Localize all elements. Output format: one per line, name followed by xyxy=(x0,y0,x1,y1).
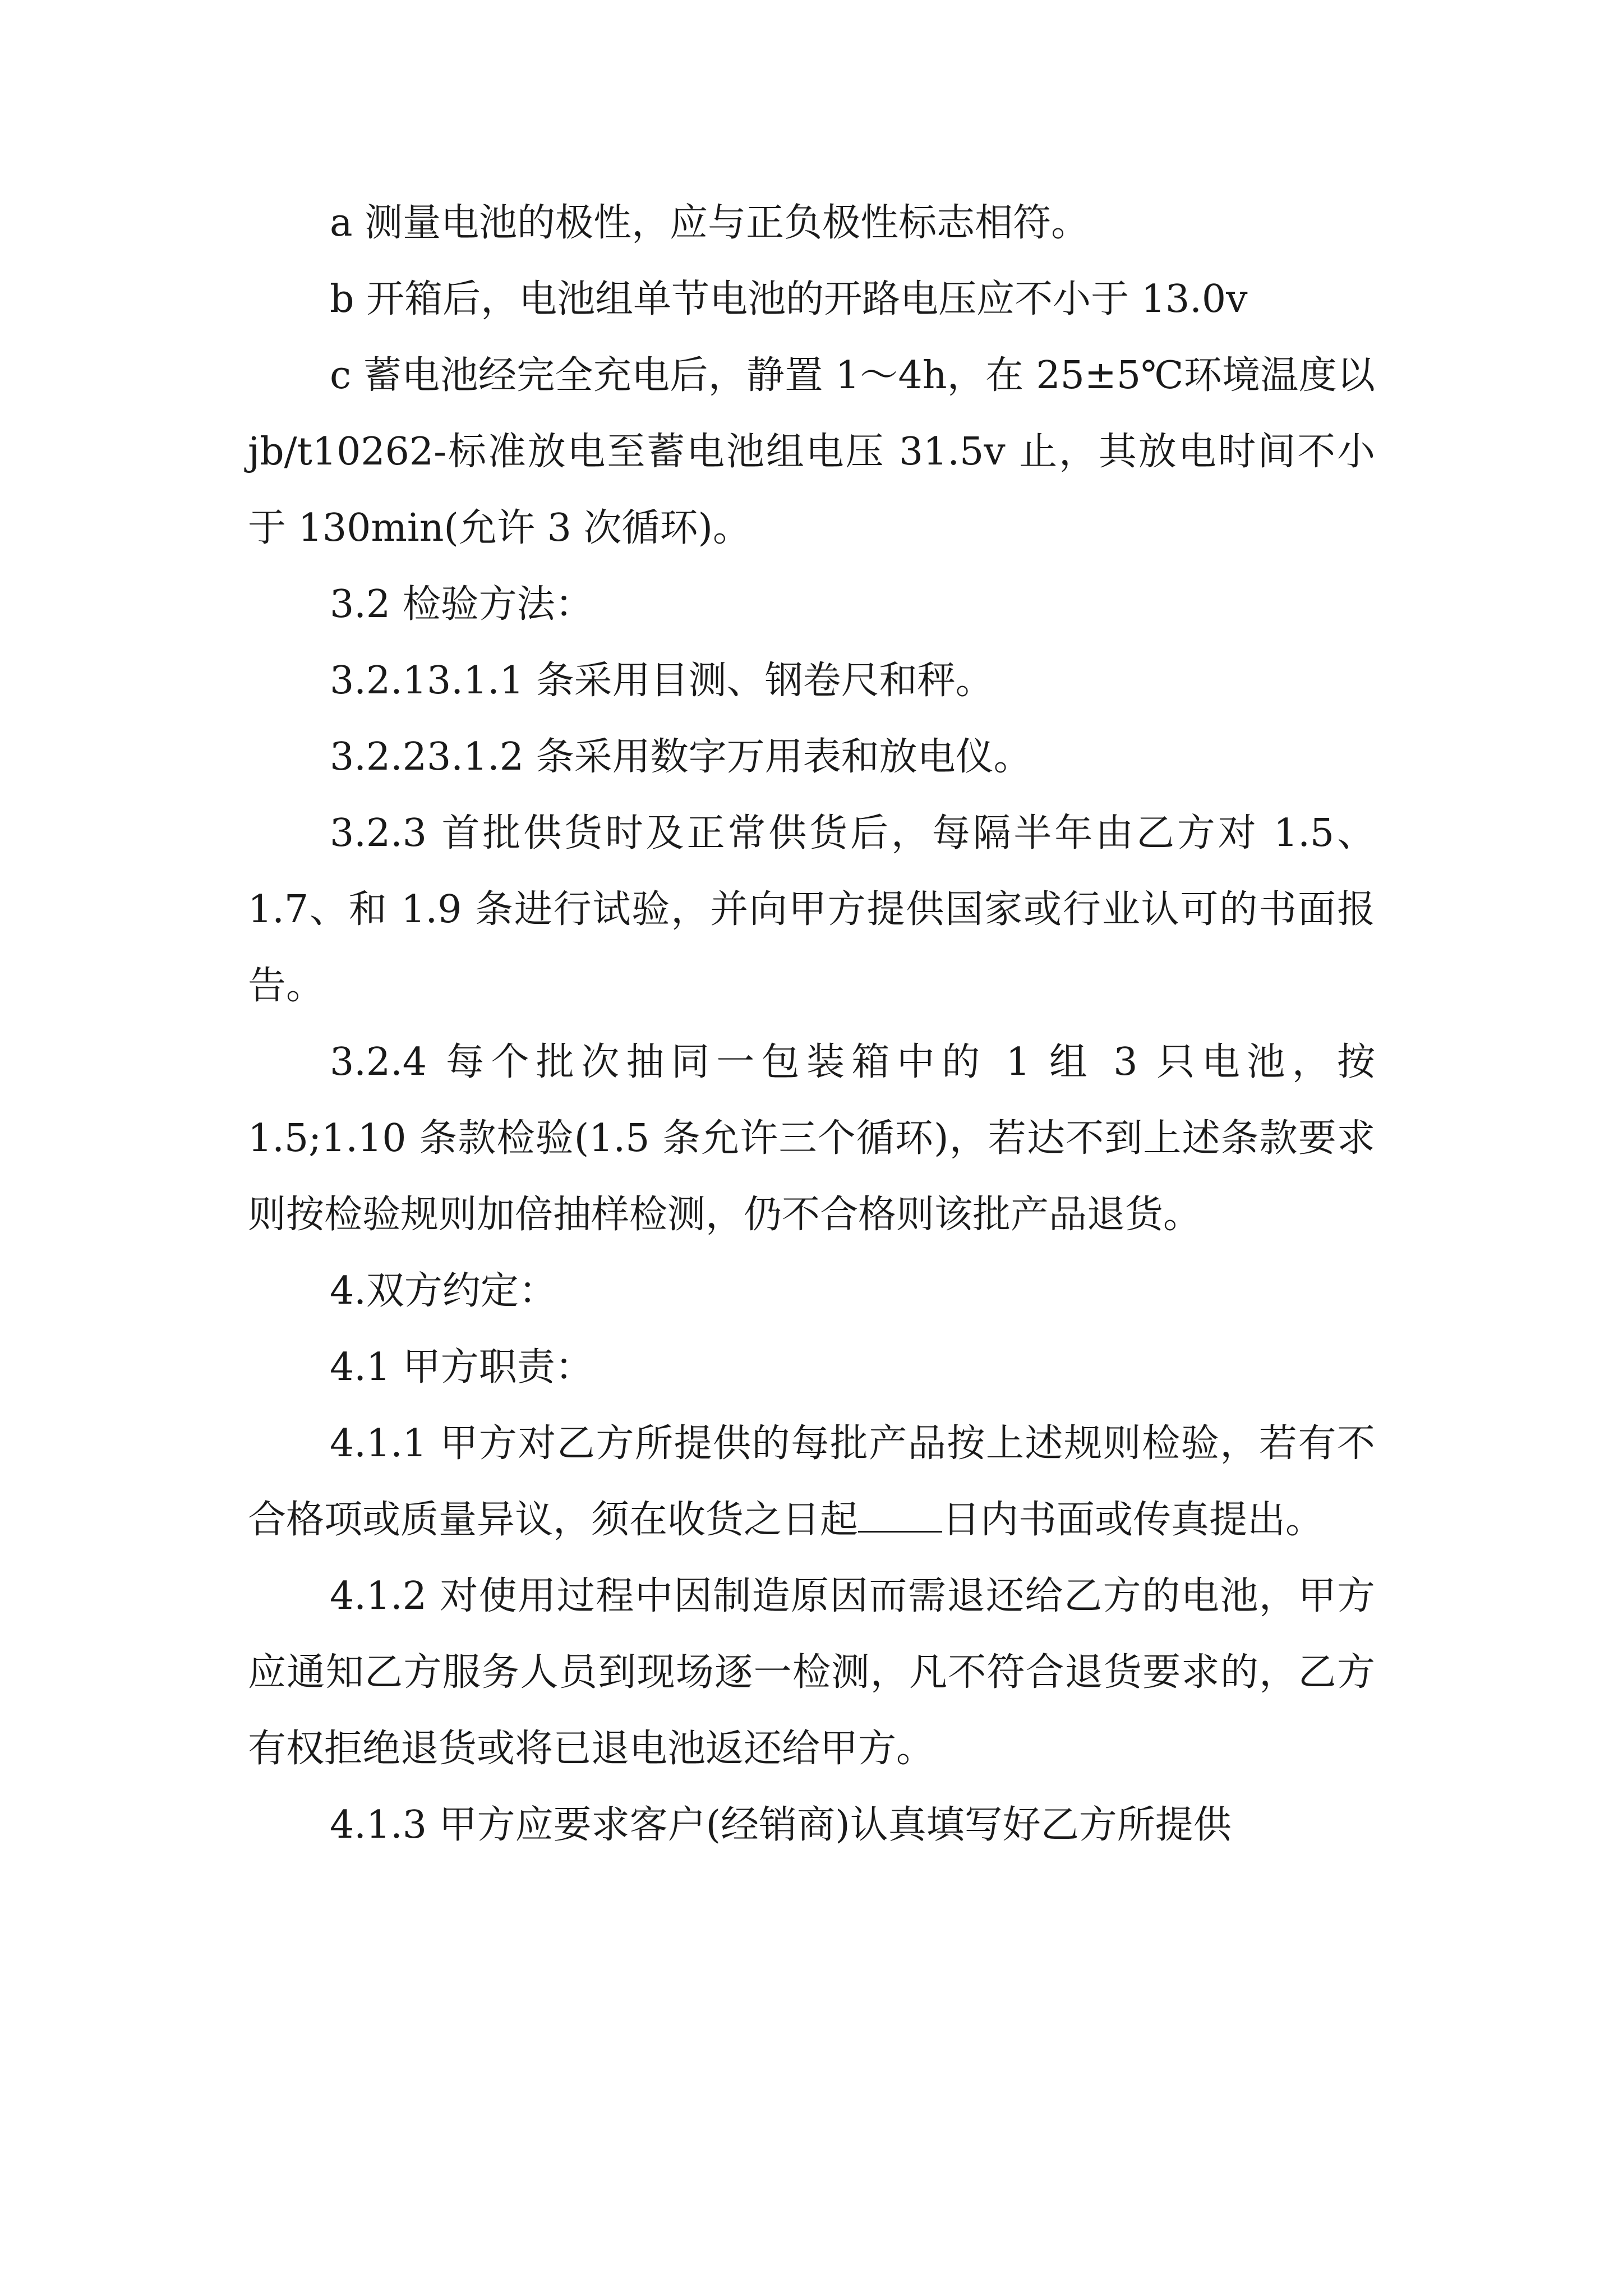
paragraph-3-2-1: 3.2.13.1.1 条采用目测、钢卷尺和秤。 xyxy=(330,659,994,703)
section-heading-4: 4.双方约定： xyxy=(330,1269,557,1313)
paragraph-b: b 开箱后，电池组单节电池的开路电压应不小于 13.0v xyxy=(330,277,1248,321)
paragraph-3-2-2: 3.2.23.1.2 条采用数字万用表和放电仪。 xyxy=(330,735,1032,779)
paragraph-4-1-3: 4.1.3 甲方应要求客户(经销商)认真填写好乙方所提供 xyxy=(330,1803,1232,1847)
paragraph-4-1-2: 4.1.2 对使用过程中因制造原因而需退还给乙方的电池，甲方应通知乙方服务人员到现场逐一检测，凡不符合退货要求的，乙方有权拒绝退货或将已退电池返还给甲方。 xyxy=(248,1574,1375,1771)
paragraph-3-2-4: 3.2.4 每个批次抽同一包装箱中的 1 组 3 只电池，按 1.5;1.10 条款检验(1.5 条允许三个循环)，若达不到上述条款要求则按检验规则加倍抽样检测，仍不合格则该批产品退货。 xyxy=(248,1040,1387,1237)
section-heading-4-1: 4.1 甲方职责： xyxy=(330,1345,593,1389)
paragraph-4-1-1 xyxy=(248,1406,1375,1558)
paragraph-4-1-1-text-after: 日内书面或传真提出。 xyxy=(942,1498,1324,1542)
paragraph-c: c 蓄电池经完全充电后，静置 1～4h，在 25±5℃环境温度以 jb/t10262-标准放电至蓄电池组电压 31.5v 止，其放电时间不小于 130min(允许 3 次循环)。 xyxy=(248,353,1387,550)
fill-in-blank-days xyxy=(858,1497,942,1533)
paragraph-4-1-1-text-before: 4.1.1 甲方对乙方所提供的每批产品按上述规则检验，若有不合格项或质量异议，须在收货之日起 xyxy=(248,1421,1375,1542)
paragraph-a: a 测量电池的极性，应与正负极性标志相符。 xyxy=(330,201,1090,245)
section-heading-3-2: 3.2 检验方法： xyxy=(330,582,593,627)
paragraph-3-2-3: 3.2.3 首批供货时及正常供货后，每隔半年由乙方对 1.5、1.7、和 1.9 条进行试验，并向甲方提供国家或行业认可的书面报告。 xyxy=(248,811,1375,1008)
document-body xyxy=(248,185,1387,1864)
